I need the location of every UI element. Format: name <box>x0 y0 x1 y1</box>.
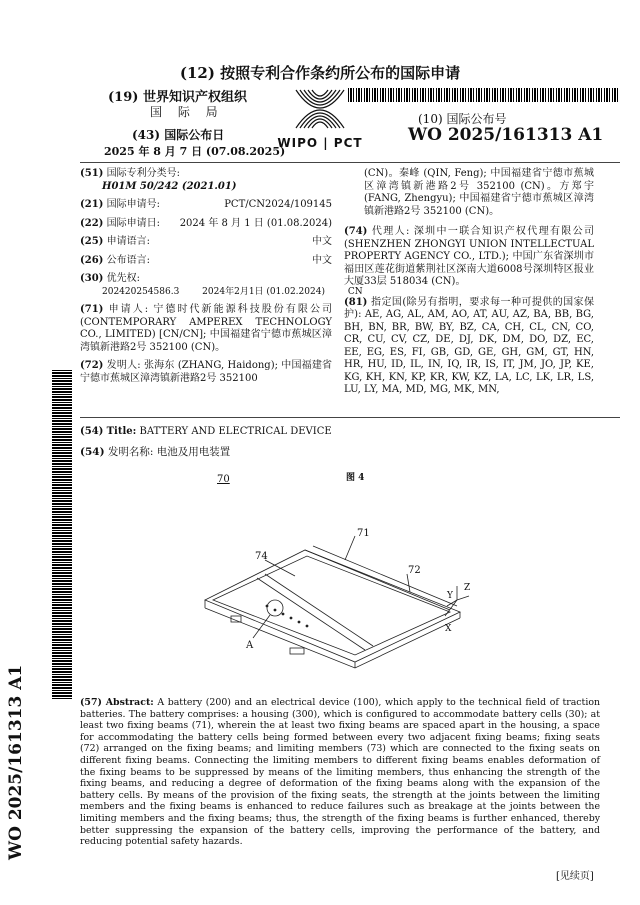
field-label: Title: <box>106 426 137 437</box>
states-text: 指定国(除另有指明，要求每一种可提供的国家保护): AE, AG, AL, AM, AO, AT, AU, AZ, BA, BB, BG, BH, BN, BR, BW, BY, BZ, CA, CH, CL, CN, CO, CR, CU, CV, CZ, DE, DJ, DK, DM, DO, DZ, EC, EE, EG, ES, FI, GB, GD, GE, GH, GM, GT, HN, HR, HU, ID, IL, IN, IQ, IR, IS, IT, JM, JO, JP, KE, KG, KH, KN, KP, KR, KW, KZ, LA, LC, LK, LR, LS, LU, LY, MA, MD, MG, MK, MN, <box>344 296 594 395</box>
abstract-label: (57) Abstract: <box>80 697 154 708</box>
field-74 <box>344 226 594 289</box>
abstract <box>80 697 600 848</box>
title-en-value: BATTERY AND ELECTRICAL DEVICE <box>139 426 332 437</box>
field-code: (51) <box>80 168 104 179</box>
axis-y-label: Y <box>447 591 453 601</box>
title-zh <box>80 446 230 459</box>
tray-outline <box>205 550 460 662</box>
axis-x-label: X <box>445 624 452 634</box>
pub-no: WO 2025/161313 A1 <box>408 125 604 145</box>
field-code: (30) <box>80 273 104 284</box>
field-value: 中文 <box>312 254 332 266</box>
org-bureau: 国 际 局 <box>150 105 224 119</box>
continued-label: [见续页] <box>556 871 594 882</box>
field-value: PCT/CN2024/109145 <box>224 199 332 210</box>
field-value: 中文 <box>312 236 332 247</box>
pub-date: 2025 年 8 月 7 日 (07.08.2025) <box>104 145 286 158</box>
field-label: 申请语言: <box>106 236 150 247</box>
inventor-text: 发明人: 张海东 (ZHANG, Haidong); 中国福建省宁德市蕉城区漳湾镇新港路2号 352100 <box>80 360 332 384</box>
field-25 <box>80 236 332 249</box>
axis-z-label: Z <box>464 583 471 593</box>
field-code: (22) <box>80 217 104 229</box>
figure-ref-74: 74 <box>255 551 268 562</box>
wipo-logo-text: WIPO | PCT <box>277 136 363 150</box>
field-code: (25) <box>80 236 104 247</box>
field-code: (81) <box>344 296 368 308</box>
org-code: (19) <box>108 90 139 105</box>
field-label: 国际申请日: <box>106 217 160 229</box>
field-code: (21) <box>80 199 104 210</box>
field-code: (54) <box>80 446 105 458</box>
wipo-emblem-icon <box>292 86 348 132</box>
field-label: 优先权: <box>106 273 140 284</box>
field-label: 发明名称: <box>107 446 154 458</box>
field-21 <box>80 199 332 212</box>
field-26 <box>80 255 332 268</box>
side-pub-no: WO 2025/161313 A1 <box>6 664 26 860</box>
agent-text: 代理人: 深圳中一联合知识产权代理有限公司 (SHENZHEN ZHONGYI UNION INTELLECTUAL PROPERTY AGENCY CO., LTD.); 中国广东省深圳市福田区莲花街道紫荆社区深南大道6008号深圳特区报业大厦33层 518034 (CN)。 <box>344 226 594 287</box>
field-code: (26) <box>80 254 104 266</box>
figure-caption: 图 4 <box>346 473 365 483</box>
field-51 <box>80 168 332 181</box>
field-label: 国际申请号: <box>106 199 160 210</box>
pub-no-label: (10) 国际公布号 <box>418 112 507 126</box>
field-code: (72) <box>80 360 104 371</box>
field-code: (74) <box>344 226 368 237</box>
header-barcode <box>348 88 620 102</box>
figure-ref-72: 72 <box>408 565 421 576</box>
applicant-text: 申请人: 宁德时代新能源科技股份有限公司 (CONTEMPORARY AMPEREX TECHNOLOGY CO., LIMITED) [CN/CN]; 中国福建省宁德市蕉城区漳湾镇新港路2号 352100 (CN)。 <box>80 304 332 353</box>
field-81 <box>344 297 594 397</box>
document-title: (12) 按照专利合作条约所公布的国际申请 <box>179 64 461 82</box>
field-22 <box>80 218 332 231</box>
title-en <box>80 426 332 439</box>
ipc-value: H01M 50/242 (2021.01) <box>102 180 237 192</box>
body-divider <box>80 417 620 418</box>
side-barcode <box>52 370 72 700</box>
field-code: (54) <box>80 426 104 437</box>
pub-date-label: (43) 国际公布日 <box>132 128 225 142</box>
figure-ref-a: A <box>246 640 254 651</box>
field-label: 国际专利分类号: <box>106 168 180 179</box>
org-name-text: 世界知识产权组织 <box>142 90 247 105</box>
figure-ref-70: 70 <box>217 474 230 485</box>
right-fields <box>344 168 594 397</box>
title-zh-value: 电池及用电装置 <box>156 446 231 458</box>
field-71 <box>80 304 332 354</box>
figure-ref-71: 71 <box>357 528 370 539</box>
priority-value: 202420254586.3 2024年2月1日 (01.02.2024) CN <box>102 286 363 297</box>
field-30 <box>80 273 332 286</box>
field-72 <box>80 360 332 385</box>
header-divider <box>80 162 620 163</box>
abstract-text: A battery (200) and an electrical device (100), which apply to the technical field of traction batteries. The battery comprises: a housing (300), which is configured to accommodate battery cells (30); at least two fixing beams (71), wherein the at least two fixing beams are spaced apart in the housing, a space for accommodating the battery cells being formed between every two adjacent fixing beams; fixing seats (72) arranged on the fixing beams; and limiting members (73) which are connected to the fixing seats on different fixing beams. Connecting the limiting members to different fixing beams enables deformation of the fixing beams to be suppressed by means of the limiting members, thus enhancing the strength of the fixing beams, and reducing a degree of deformation of the fixing beams along with the expansion of the battery cells. By means of the provision of the fixing seats, the strength at the joints between the limiting members and the fixing beams is enhanced to reduce failures such as breakage at the joints between the limiting members and the fixing beams; thus, the strength of the fixing beams is further enhanced, thereby better suppressing the expansion of the battery cells, improving the performance of the battery, and reducing potential safety hazards. <box>80 697 600 848</box>
field-code: (71) <box>80 304 104 315</box>
field-label: 公布语言: <box>106 254 150 266</box>
inventor-continued: (CN)。秦峰 (QIN, Feng); 中国福建省宁德市蕉城区漳湾镇新港路2号 352100 (CN)。方郑宇 (FANG, Zhengyu); 中国福建省宁德市蕉城区漳湾镇新港路2号 352100 (CN)。 <box>364 168 594 217</box>
field-value: 2024 年 8 月 1 日 (01.08.2024) <box>179 217 332 229</box>
